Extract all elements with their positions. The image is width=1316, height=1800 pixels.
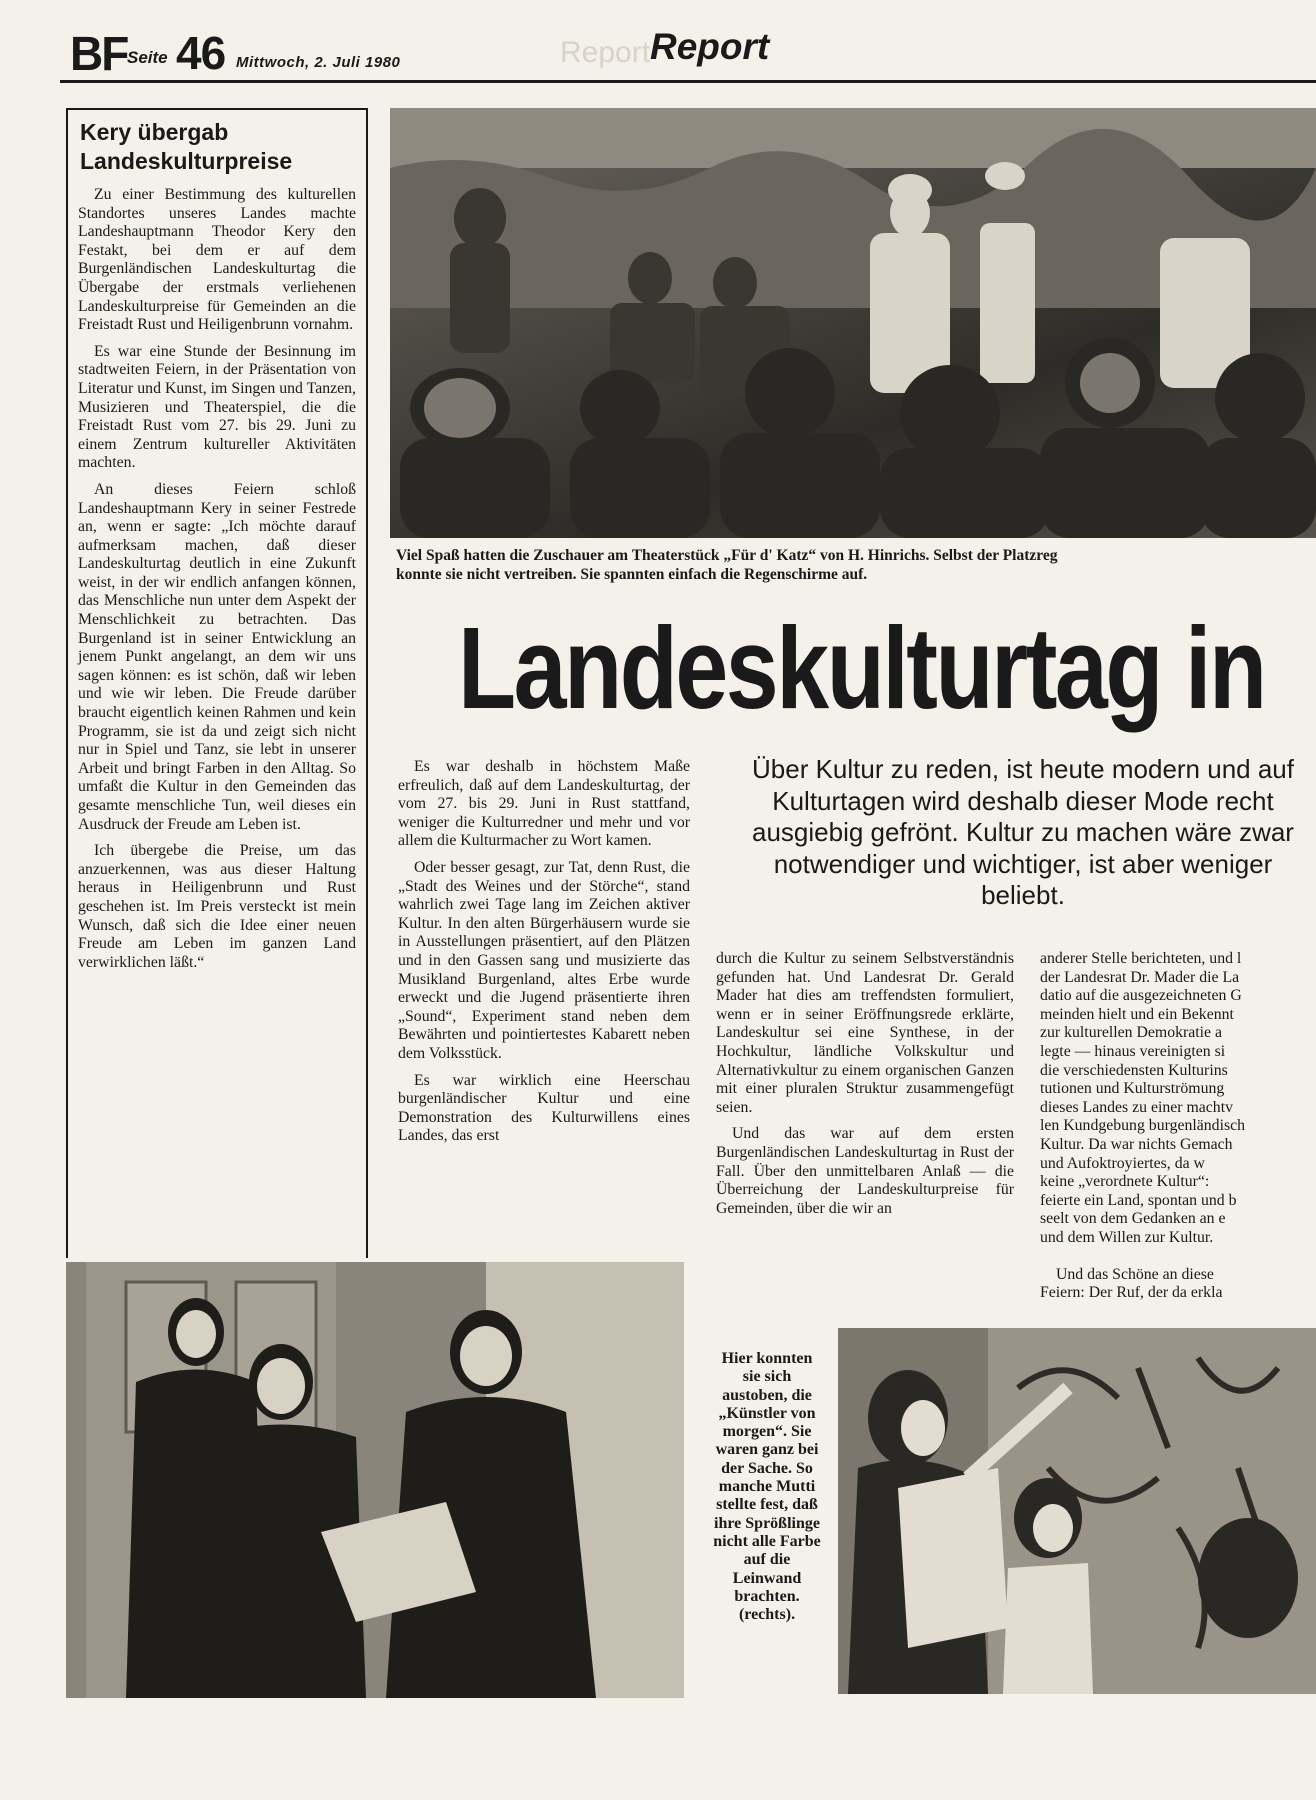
- text-line: len Kundgebung burgenländisch: [1040, 1117, 1246, 1135]
- article-column-1: [398, 758, 690, 1154]
- kids-painting-photo: [838, 1328, 1316, 1694]
- newspaper-logo: BF: [70, 25, 128, 81]
- text-line: die verschiedensten Kulturins: [1040, 1061, 1228, 1079]
- section-title: Report: [650, 26, 770, 67]
- paragraph: Es war deshalb in höchstem Maße erfreulich, daß auf dem Landeskulturtag, der vom 27. bis 29. Juni in Rust stattfand, weniger die Kulturredner und mehr und vor allem die Kulturmacher zu Wort kamen.: [398, 758, 690, 850]
- text-line: [1040, 1248, 1316, 1266]
- text-line: und dem Willen zur Kultur.: [1040, 1228, 1214, 1246]
- page-label: Seite: [127, 48, 168, 67]
- caption-line: Viel Spaß hatten die Zuschauer am Theaterstück „Für d' Katz“ von H. Hinrichs. Selbst der Platzreg: [396, 547, 1058, 564]
- article-column-2: [716, 950, 1014, 1226]
- faded-bleed-through-text: Report: [560, 36, 651, 69]
- paragraph: Oder besser gesagt, zur Tat, denn Rust, die „Stadt des Weines und der Störche“, stand wahrlich zwei Tage lang im Zeichen aktiver Kultur. In den alten Bürgerhäusern wurde sie in Ausstellungen präsentiert, auf den Plätzen und in den Gassen sang und musizierte das Musikland Burgenland, altes Erbe wurde erweckt und die Jugend präsentierte ihren „Sound“, Experiment stand neben dem Bewährten und pointiertestes Kabarett neben dem Volksstück.: [398, 858, 690, 1062]
- text-line: dieses Landes zu einer machtv: [1040, 1098, 1233, 1116]
- text-line: Und das Schöne an diese: [1056, 1265, 1214, 1283]
- paragraph: durch die Kultur zu seinem Selbstverständnis gefunden hat. Und Landesrat Dr. Gerald Mader hat dies am treffendsten formuliert, wenn er in seiner Eröffnungsrede erklärte, Landeskultur sei eine Synthese, in der Hochkultur, ländliche Volkskultur und Alternativkultur zu einem organischen Ganzen mit einer pluralen Struktur zusammengefügt seien.: [716, 950, 1014, 1116]
- photo-caption-top: [396, 546, 1316, 584]
- text-line: keine „verordnete Kultur“:: [1040, 1173, 1210, 1191]
- text-line: der Landesrat Dr. Mader die La: [1040, 968, 1240, 986]
- paragraph: An dieses Feiern schloß Landeshauptmann Kery in seiner Festrede an, wenn er sagte: „Ich möchte darauf aufmerksam machen, daß dieser Landeskulturtag deutlich in eine Zukunft weist, in der wir endlich anfangen können, das Menschliche nun unter dem Aspekt der Menschlichkeit zu betrachten. Das Burgenland ist in seiner Entwicklung an jenem Punkt angelangt, an dem wir uns sagen können: es ist schön, daß wir leben und wie wir leben. Die Freude darüber braucht eigentlich keinen Rahmen und kein Programm, sie ist da und zeigt sich nicht nur in Spiel und Tanz, sie lebt in unserer Arbeit und bringt Farben in den Alltag. So umfaßt die Kultur in den Gemeinden das gesamte menschliche Tun, weil dieses ein Ausdruck der Freude am Leben ist.: [78, 480, 356, 833]
- issue-date: Mittwoch, 2. Juli 1980: [236, 54, 401, 71]
- text-line: feierte ein Land, spontan und b: [1040, 1191, 1237, 1209]
- text-line: und Aufoktroyiertes, da w: [1040, 1154, 1205, 1172]
- caption-line: konnte sie nicht vertreiben. Sie spannten einfach die Regenschirme auf.: [396, 566, 868, 583]
- text-line: Feiern: Der Ruf, der da erkla: [1040, 1284, 1223, 1302]
- sidebar-article-body: [78, 186, 356, 980]
- photo-caption-right: Hier konnten sie sich austoben, die „Künstler von morgen“. Sie waren ganz bei der Sache. So manche Mutti stellte fest, daß ihre Sprößlinge nicht alle Farbe auf die Leinwand brachten. (rechts).: [713, 1350, 821, 1624]
- paragraph: Es war wirklich eine Heerschau burgenländischer Kultur und eine Demonstration des Kulturwillens eines Landes, das erst: [398, 1071, 690, 1145]
- award-ceremony-photo: [66, 1262, 684, 1698]
- text-line: legte — hinaus vereinigten si: [1040, 1042, 1226, 1060]
- text-line: Kultur. Da war nichts Gemach: [1040, 1135, 1233, 1153]
- page-number: 46: [176, 27, 226, 79]
- paragraph: Zu einer Bestimmung des kulturellen Standortes unseres Landes machte Landeshauptmann Theodor Kery den Festakt, bei dem er auf dem Burgenländischen Landeskulturtag die Übergabe der erstmals verliehenen Landeskulturpreise für Gemeinden an die Freistadt Rust und Heiligenbrunn vornahm.: [78, 186, 356, 334]
- paragraph: Es war eine Stunde der Besinnung im stadtweiten Feiern, in der Präsentation von Literatur und Kunst, im Singen und Tanzen, Musizieren und Theaterspiel, die die Freistadt Rust vom 27. bis 29. Juni zu einem Zentrum kultureller Aktivitäten machten.: [78, 342, 356, 472]
- paragraph: Und das war auf dem ersten Burgenländischen Landeskulturtag in Rust der Fall. Über den unmittelbaren Anlaß — die Überreichung der Landeskulturpreise für Gemeinden, über die wir an: [716, 1125, 1014, 1217]
- main-headline: Landeskulturtag in: [458, 603, 1265, 733]
- article-lead: Über Kultur zu reden, ist heute modern und auf Kulturtagen wird deshalb dieser Mode recht ausgiebig gefrönt. Kultur zu machen wäre zwar notwendiger und wichtiger, ist aber weniger beliebt.: [752, 754, 1294, 910]
- text-line: datio auf die ausgezeichneten G: [1040, 987, 1242, 1005]
- text-line: meinden hielt und ein Bekennt: [1040, 1005, 1234, 1023]
- header-rule: [60, 80, 1316, 83]
- text-line: tutionen und Kulturströmung: [1040, 1080, 1225, 1098]
- text-line: zur kulturellen Demokratie a: [1040, 1024, 1223, 1042]
- text-line: seelt von dem Gedanken an e: [1040, 1210, 1226, 1228]
- paragraph: Ich übergebe die Preise, um das anzuerkennen, was aus dieser Haltung heraus in Heiligenbrunn und Rust geschehen ist. Im Preis versteckt ist mein Wunsch, daß sich die Idee einer neuen Freude am Leben im ganzen Land verwirklichen läßt.“: [78, 842, 356, 971]
- sidebar-article-title: Kery übergab Landeskulturpreise: [80, 119, 293, 174]
- theatre-audience-photo: [390, 108, 1316, 538]
- text-line: anderer Stelle berichteten, und l: [1040, 950, 1242, 967]
- article-column-3: [1040, 950, 1316, 1303]
